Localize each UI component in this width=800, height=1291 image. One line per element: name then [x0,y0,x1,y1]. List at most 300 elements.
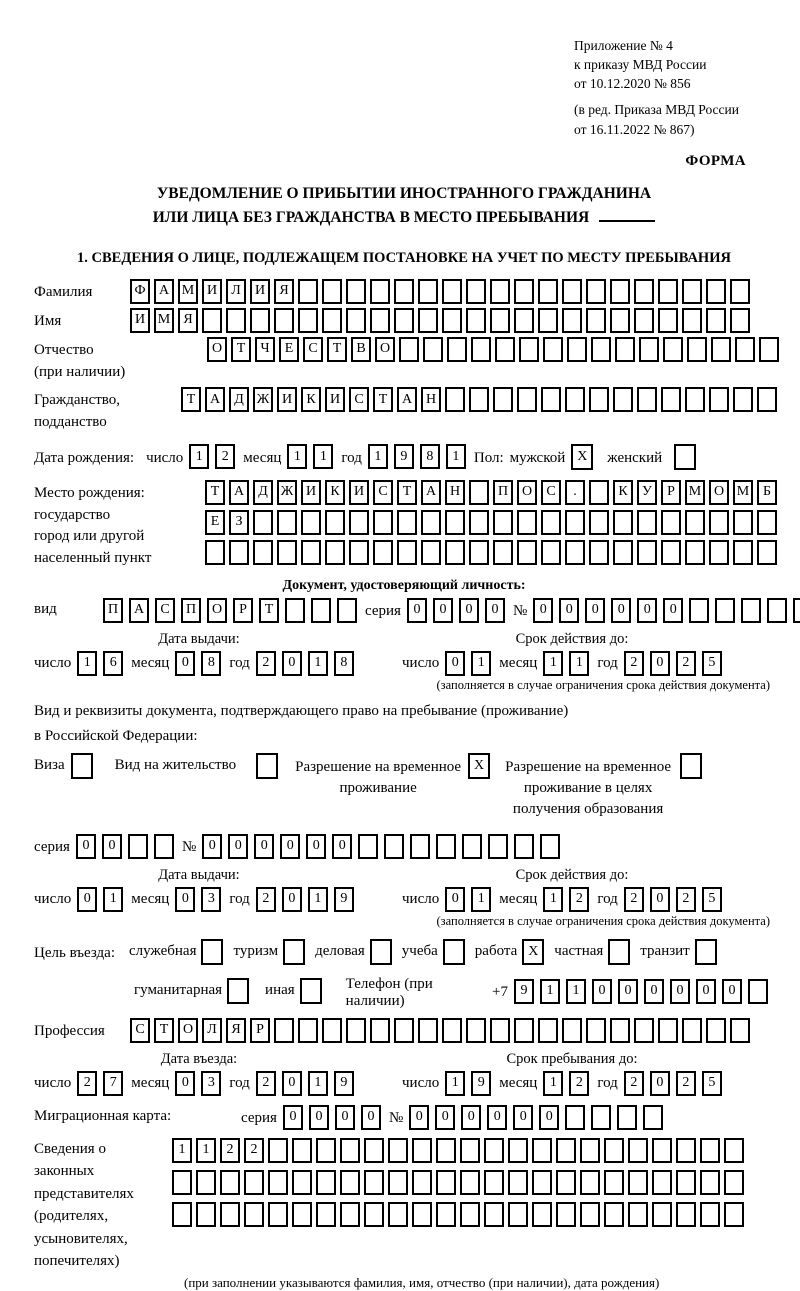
char-cell[interactable]: 1 [189,444,209,469]
citizenship-cells[interactable] [181,387,781,412]
char-cell[interactable] [484,1138,504,1163]
char-cell[interactable]: 0 [254,834,274,859]
char-cell[interactable] [466,279,486,304]
char-cell[interactable]: О [517,480,537,505]
char-cell[interactable]: 0 [175,651,195,676]
stay-year-cells[interactable] [624,1071,728,1096]
char-cell[interactable]: И [349,480,369,505]
char-cell[interactable] [268,1138,288,1163]
char-cell[interactable]: М [685,480,705,505]
purpose-humanitarian-checkbox[interactable] [227,978,249,1004]
char-cell[interactable]: 1 [77,651,97,676]
char-cell[interactable]: В [351,337,371,362]
char-cell[interactable] [394,1018,414,1043]
char-cell[interactable]: 9 [471,1071,491,1096]
char-cell[interactable] [322,279,342,304]
char-cell[interactable] [580,1202,600,1227]
char-cell[interactable] [460,1138,480,1163]
char-cell[interactable] [298,308,318,333]
char-cell[interactable] [277,540,297,565]
residence-valid-month-cells[interactable] [543,887,595,912]
char-cell[interactable] [748,979,768,1004]
char-cell[interactable] [532,1202,552,1227]
char-cell[interactable] [346,308,366,333]
char-cell[interactable]: Б [757,480,777,505]
phone-cells[interactable] [514,979,774,1004]
char-cell[interactable] [442,279,462,304]
char-cell[interactable]: 9 [514,979,534,1004]
char-cell[interactable] [540,834,560,859]
char-cell[interactable]: 2 [676,1071,696,1096]
char-cell[interactable]: П [181,598,201,623]
purpose-business-checkbox[interactable] [370,939,392,965]
char-cell[interactable] [462,834,482,859]
char-cell[interactable] [370,1018,390,1043]
char-cell[interactable] [373,540,393,565]
temp-residence-checkbox[interactable]: X [468,753,490,779]
purpose-transit-checkbox[interactable] [695,939,717,965]
char-cell[interactable]: 0 [361,1105,381,1130]
char-cell[interactable] [285,598,305,623]
char-cell[interactable]: 1 [308,887,328,912]
char-cell[interactable] [316,1202,336,1227]
char-cell[interactable]: 1 [196,1138,216,1163]
char-cell[interactable] [586,279,606,304]
char-cell[interactable] [370,279,390,304]
char-cell[interactable] [759,337,779,362]
residence-issue-month-cells[interactable] [175,887,227,912]
char-cell[interactable] [562,279,582,304]
char-cell[interactable]: 0 [663,598,683,623]
char-cell[interactable] [301,510,321,535]
char-cell[interactable]: 0 [102,834,122,859]
char-cell[interactable] [410,834,430,859]
char-cell[interactable] [340,1202,360,1227]
char-cell[interactable]: Ф [130,279,150,304]
purpose-study-checkbox[interactable] [443,939,465,965]
char-cell[interactable] [541,510,561,535]
char-cell[interactable] [589,510,609,535]
char-cell[interactable] [384,834,404,859]
char-cell[interactable]: 1 [471,651,491,676]
char-cell[interactable] [397,510,417,535]
char-cell[interactable] [447,337,467,362]
char-cell[interactable]: 5 [702,887,722,912]
char-cell[interactable] [469,540,489,565]
char-cell[interactable] [613,387,633,412]
char-cell[interactable] [538,279,558,304]
char-cell[interactable]: 2 [244,1138,264,1163]
char-cell[interactable] [253,540,273,565]
char-cell[interactable] [471,337,491,362]
char-cell[interactable]: Я [226,1018,246,1043]
char-cell[interactable] [490,308,510,333]
char-cell[interactable] [493,540,513,565]
char-cell[interactable]: П [103,598,123,623]
char-cell[interactable] [700,1138,720,1163]
char-cell[interactable]: С [130,1018,150,1043]
char-cell[interactable] [292,1138,312,1163]
char-cell[interactable] [205,540,225,565]
char-cell[interactable] [436,1170,456,1195]
char-cell[interactable]: 2 [676,887,696,912]
char-cell[interactable]: 2 [624,651,644,676]
char-cell[interactable] [370,308,390,333]
char-cell[interactable] [311,598,331,623]
char-cell[interactable] [388,1138,408,1163]
temp-residence-edu-checkbox[interactable] [680,753,702,779]
char-cell[interactable]: С [155,598,175,623]
char-cell[interactable] [442,1018,462,1043]
char-cell[interactable] [733,510,753,535]
residence-number-cells[interactable] [202,834,566,859]
char-cell[interactable] [610,1018,630,1043]
char-cell[interactable]: Т [205,480,225,505]
char-cell[interactable] [604,1202,624,1227]
char-cell[interactable]: П [493,480,513,505]
char-cell[interactable] [711,337,731,362]
char-cell[interactable] [394,308,414,333]
char-cell[interactable] [676,1138,696,1163]
residence-permit-checkbox[interactable] [256,753,278,779]
char-cell[interactable]: И [202,279,222,304]
char-cell[interactable]: И [130,308,150,333]
char-cell[interactable] [394,279,414,304]
char-cell[interactable]: 0 [618,979,638,1004]
char-cell[interactable]: М [154,308,174,333]
identity-issue-day-cells[interactable] [77,651,129,676]
char-cell[interactable]: 0 [435,1105,455,1130]
char-cell[interactable] [229,540,249,565]
char-cell[interactable] [220,1202,240,1227]
char-cell[interactable]: 1 [308,1071,328,1096]
char-cell[interactable] [741,598,761,623]
char-cell[interactable] [613,540,633,565]
char-cell[interactable]: 2 [256,651,276,676]
birth-place-row3-cells[interactable] [205,540,781,565]
char-cell[interactable] [316,1138,336,1163]
char-cell[interactable] [565,540,585,565]
entry-year-cells[interactable] [256,1071,360,1096]
char-cell[interactable] [364,1202,384,1227]
char-cell[interactable] [634,308,654,333]
char-cell[interactable] [337,598,357,623]
char-cell[interactable] [556,1170,576,1195]
migration-number-cells[interactable] [409,1105,669,1130]
profession-cells[interactable] [130,1018,754,1043]
char-cell[interactable] [388,1202,408,1227]
char-cell[interactable] [709,540,729,565]
char-cell[interactable] [591,1105,611,1130]
char-cell[interactable]: К [301,387,321,412]
char-cell[interactable]: Ж [277,480,297,505]
char-cell[interactable] [604,1170,624,1195]
char-cell[interactable]: 0 [650,887,670,912]
char-cell[interactable] [706,279,726,304]
char-cell[interactable]: 0 [309,1105,329,1130]
char-cell[interactable]: Н [445,480,465,505]
char-cell[interactable]: 8 [334,651,354,676]
purpose-work-checkbox[interactable]: X [522,939,544,965]
doc-kind-cells[interactable] [103,598,363,623]
char-cell[interactable] [253,510,273,535]
char-cell[interactable] [325,510,345,535]
char-cell[interactable] [685,510,705,535]
char-cell[interactable]: 1 [368,444,388,469]
char-cell[interactable]: 2 [676,651,696,676]
char-cell[interactable] [484,1170,504,1195]
char-cell[interactable] [610,279,630,304]
char-cell[interactable] [556,1202,576,1227]
char-cell[interactable] [322,1018,342,1043]
char-cell[interactable]: С [373,480,393,505]
char-cell[interactable] [436,1138,456,1163]
char-cell[interactable]: 1 [445,1071,465,1096]
char-cell[interactable] [442,308,462,333]
char-cell[interactable] [292,1202,312,1227]
char-cell[interactable] [689,598,709,623]
char-cell[interactable] [508,1138,528,1163]
char-cell[interactable]: М [733,480,753,505]
char-cell[interactable]: 0 [433,598,453,623]
char-cell[interactable]: 0 [409,1105,429,1130]
char-cell[interactable]: Т [231,337,251,362]
char-cell[interactable]: 2 [569,887,589,912]
char-cell[interactable] [128,834,148,859]
char-cell[interactable] [373,510,393,535]
char-cell[interactable]: И [301,480,321,505]
char-cell[interactable] [793,598,800,623]
char-cell[interactable]: У [637,480,657,505]
entry-month-cells[interactable] [175,1071,227,1096]
char-cell[interactable]: 0 [559,598,579,623]
char-cell[interactable] [661,387,681,412]
char-cell[interactable] [735,337,755,362]
char-cell[interactable]: О [207,337,227,362]
char-cell[interactable] [274,308,294,333]
char-cell[interactable]: 9 [334,887,354,912]
char-cell[interactable] [637,387,657,412]
char-cell[interactable] [541,387,561,412]
char-cell[interactable] [604,1138,624,1163]
char-cell[interactable]: 3 [201,887,221,912]
char-cell[interactable]: 2 [624,1071,644,1096]
char-cell[interactable] [634,279,654,304]
char-cell[interactable]: С [303,337,323,362]
char-cell[interactable] [652,1202,672,1227]
char-cell[interactable] [724,1170,744,1195]
char-cell[interactable]: 9 [394,444,414,469]
char-cell[interactable] [589,387,609,412]
stay-day-cells[interactable] [445,1071,497,1096]
char-cell[interactable]: . [565,480,585,505]
char-cell[interactable]: 0 [533,598,553,623]
char-cell[interactable]: 0 [445,887,465,912]
patronymic-cells[interactable] [207,337,783,362]
char-cell[interactable] [757,510,777,535]
char-cell[interactable] [652,1138,672,1163]
char-cell[interactable]: Р [233,598,253,623]
char-cell[interactable] [706,308,726,333]
char-cell[interactable]: 0 [459,598,479,623]
char-cell[interactable]: 1 [566,979,586,1004]
char-cell[interactable]: 0 [670,979,690,1004]
char-cell[interactable]: 0 [228,834,248,859]
identity-valid-day-cells[interactable] [445,651,497,676]
char-cell[interactable]: 2 [256,887,276,912]
char-cell[interactable]: 1 [569,651,589,676]
char-cell[interactable] [346,1018,366,1043]
char-cell[interactable] [466,1018,486,1043]
char-cell[interactable]: 1 [103,887,123,912]
char-cell[interactable] [591,337,611,362]
char-cell[interactable] [250,308,270,333]
char-cell[interactable]: Л [202,1018,222,1043]
char-cell[interactable]: 0 [696,979,716,1004]
char-cell[interactable] [661,540,681,565]
char-cell[interactable]: 0 [487,1105,507,1130]
stay-month-cells[interactable] [543,1071,595,1096]
char-cell[interactable] [346,279,366,304]
char-cell[interactable] [538,308,558,333]
char-cell[interactable] [418,1018,438,1043]
char-cell[interactable]: 1 [540,979,560,1004]
char-cell[interactable]: 2 [256,1071,276,1096]
female-checkbox[interactable] [674,444,696,470]
legal-reps-row3-cells[interactable] [172,1202,748,1227]
char-cell[interactable]: 0 [585,598,605,623]
char-cell[interactable]: 0 [282,1071,302,1096]
char-cell[interactable] [724,1138,744,1163]
char-cell[interactable] [268,1170,288,1195]
char-cell[interactable] [676,1170,696,1195]
char-cell[interactable]: А [154,279,174,304]
char-cell[interactable]: 0 [283,1105,303,1130]
char-cell[interactable]: И [250,279,270,304]
char-cell[interactable] [628,1202,648,1227]
char-cell[interactable] [538,1018,558,1043]
char-cell[interactable] [399,337,419,362]
migration-series-cells[interactable] [283,1105,387,1130]
char-cell[interactable]: 0 [637,598,657,623]
given-name-cells[interactable] [130,308,754,333]
char-cell[interactable] [423,337,443,362]
char-cell[interactable]: 8 [201,651,221,676]
char-cell[interactable]: Р [250,1018,270,1043]
char-cell[interactable]: А [229,480,249,505]
char-cell[interactable] [364,1138,384,1163]
char-cell[interactable]: З [229,510,249,535]
char-cell[interactable] [514,279,534,304]
char-cell[interactable]: А [205,387,225,412]
char-cell[interactable] [567,337,587,362]
char-cell[interactable] [364,1170,384,1195]
char-cell[interactable] [517,387,537,412]
char-cell[interactable] [709,387,729,412]
char-cell[interactable]: 1 [308,651,328,676]
char-cell[interactable] [418,308,438,333]
char-cell[interactable] [508,1202,528,1227]
char-cell[interactable]: 1 [543,887,563,912]
char-cell[interactable] [226,308,246,333]
legal-reps-row1-cells[interactable] [172,1138,748,1163]
char-cell[interactable] [196,1202,216,1227]
char-cell[interactable]: Р [661,480,681,505]
char-cell[interactable] [469,480,489,505]
surname-cells[interactable] [130,279,754,304]
char-cell[interactable] [658,279,678,304]
char-cell[interactable] [586,308,606,333]
char-cell[interactable] [613,510,633,535]
char-cell[interactable]: С [349,387,369,412]
char-cell[interactable]: О [375,337,395,362]
char-cell[interactable]: И [277,387,297,412]
char-cell[interactable] [685,540,705,565]
identity-issue-month-cells[interactable] [175,651,227,676]
char-cell[interactable]: Ж [253,387,273,412]
char-cell[interactable] [340,1138,360,1163]
char-cell[interactable]: М [178,279,198,304]
char-cell[interactable] [298,279,318,304]
char-cell[interactable]: Я [274,279,294,304]
char-cell[interactable] [580,1170,600,1195]
char-cell[interactable] [586,1018,606,1043]
char-cell[interactable] [589,480,609,505]
char-cell[interactable]: Т [397,480,417,505]
char-cell[interactable] [589,540,609,565]
char-cell[interactable] [421,510,441,535]
char-cell[interactable]: 0 [280,834,300,859]
birth-month-cells[interactable] [287,444,339,469]
char-cell[interactable]: 0 [644,979,664,1004]
purpose-private-checkbox[interactable] [608,939,630,965]
char-cell[interactable]: О [178,1018,198,1043]
char-cell[interactable] [358,834,378,859]
char-cell[interactable]: О [207,598,227,623]
char-cell[interactable]: 0 [611,598,631,623]
residence-issue-day-cells[interactable] [77,887,129,912]
char-cell[interactable] [730,1018,750,1043]
char-cell[interactable] [322,308,342,333]
char-cell[interactable]: Я [178,308,198,333]
char-cell[interactable] [436,834,456,859]
char-cell[interactable]: 0 [407,598,427,623]
char-cell[interactable]: Н [421,387,441,412]
char-cell[interactable] [388,1170,408,1195]
char-cell[interactable] [445,510,465,535]
char-cell[interactable] [514,834,534,859]
purpose-official-checkbox[interactable] [201,939,223,965]
char-cell[interactable]: 1 [543,651,563,676]
char-cell[interactable] [676,1202,696,1227]
char-cell[interactable] [685,387,705,412]
char-cell[interactable] [469,387,489,412]
char-cell[interactable] [541,540,561,565]
char-cell[interactable]: 1 [471,887,491,912]
char-cell[interactable] [661,510,681,535]
char-cell[interactable] [715,598,735,623]
char-cell[interactable] [436,1202,456,1227]
legal-reps-row2-cells[interactable] [172,1170,748,1195]
char-cell[interactable] [610,308,630,333]
char-cell[interactable] [730,308,750,333]
doc-series-cells[interactable] [407,598,511,623]
char-cell[interactable] [412,1138,432,1163]
char-cell[interactable]: Т [154,1018,174,1043]
char-cell[interactable]: 0 [332,834,352,859]
char-cell[interactable] [706,1018,726,1043]
char-cell[interactable] [172,1202,192,1227]
